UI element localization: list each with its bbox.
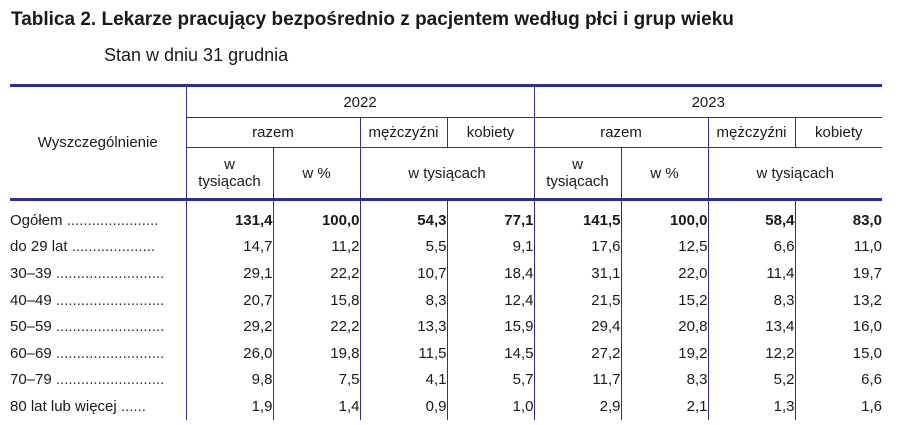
value-cell: 11,2 [273,234,360,261]
value-cell: 8,3 [708,287,795,314]
leader-dots: .................... [71,238,156,256]
row-label-cell [10,340,186,367]
value-cell: 14,7 [186,234,273,261]
table-title: Tablica 2. Lekarze pracujący bezpośrednio z pacjentem według płci i grup wieku [11,9,734,30]
row-label: 30–39 [10,264,52,282]
row-label-cell [10,393,186,420]
w-tys-line2: tysiącach [198,173,261,190]
value-cell: 9,8 [186,367,273,394]
value-cell: 22,2 [273,260,360,287]
value-cell: 8,3 [360,287,447,314]
value-cell: 20,8 [621,313,708,340]
value-cell: 19,2 [621,340,708,367]
value-cell: 11,0 [795,234,882,261]
value-cell: 12,2 [708,340,795,367]
value-cell: 12,5 [621,234,708,261]
row-label: 60–69 [10,344,52,362]
razem-2023-header: razem [534,118,708,148]
value-cell: 15,8 [273,287,360,314]
w-tysiacach-span-2023-header: w tysiącach [708,148,882,200]
value-cell: 2,1 [621,393,708,420]
table-row [10,287,882,314]
leader-dots: .......................... [55,371,165,389]
row-label-cell [10,234,186,261]
row-label-cell [10,367,186,394]
value-cell: 13,4 [708,313,795,340]
value-cell: 54,3 [360,200,447,234]
value-cell: 19,8 [273,340,360,367]
value-cell: 15,9 [447,313,534,340]
value-cell: 19,7 [795,260,882,287]
value-cell: 21,5 [534,287,621,314]
value-cell: 22,0 [621,260,708,287]
mezczyzni-2022-header: mężczyźni [360,118,447,148]
w-tys-line2: tysiącach [546,173,609,190]
table-row [10,234,882,261]
leader-dots: .......................... [55,264,165,282]
value-cell: 13,2 [795,287,882,314]
value-cell: 100,0 [273,200,360,234]
kobiety-2022-header: kobiety [447,118,534,148]
row-label: 80 lat lub więcej [10,397,117,415]
table-row [10,340,882,367]
stub-header: Wyszczególnienie [10,86,186,200]
value-cell: 1,9 [186,393,273,420]
table-row [10,200,882,234]
mezczyzni-2023-header: mężczyźni [708,118,795,148]
row-label: Ogółem [10,211,63,229]
leader-dots: .......................... [55,318,165,336]
table-row [10,313,882,340]
value-cell: 13,3 [360,313,447,340]
w-tysiacach-2023-header [534,148,621,200]
value-cell: 10,7 [360,260,447,287]
row-label-cell [10,287,186,314]
w-proc-2022-header: w % [273,148,360,200]
leader-dots: .......................... [55,344,165,362]
value-cell: 7,5 [273,367,360,394]
value-cell: 22,2 [273,313,360,340]
value-cell: 77,1 [447,200,534,234]
value-cell: 1,6 [795,393,882,420]
value-cell: 11,4 [708,260,795,287]
value-cell: 15,2 [621,287,708,314]
table-row [10,367,882,394]
table-row [10,260,882,287]
table-row [10,393,882,420]
value-cell: 9,1 [447,234,534,261]
value-cell: 18,4 [447,260,534,287]
value-cell: 1,3 [708,393,795,420]
value-cell: 4,1 [360,367,447,394]
razem-2022-header: razem [186,118,360,148]
w-tysiacach-span-2022-header: w tysiącach [360,148,534,200]
value-cell: 1,4 [273,393,360,420]
value-cell: 29,2 [186,313,273,340]
data-table [10,84,882,420]
value-cell: 5,7 [447,367,534,394]
value-cell: 100,0 [621,200,708,234]
value-cell: 83,0 [795,200,882,234]
w-tys-line1: w [572,156,583,173]
leader-dots: .......................... [55,291,165,309]
leader-dots: ...... [120,397,146,415]
value-cell: 14,5 [447,340,534,367]
value-cell: 5,2 [708,367,795,394]
table-body [10,200,882,420]
kobiety-2023-header: kobiety [795,118,882,148]
value-cell: 29,1 [186,260,273,287]
value-cell: 141,5 [534,200,621,234]
row-label-cell [10,200,186,234]
row-label: do 29 lat [10,238,68,256]
row-label: 70–79 [10,371,52,389]
row-label-cell [10,313,186,340]
value-cell: 15,0 [795,340,882,367]
w-proc-2023-header: w % [621,148,708,200]
w-tys-line1: w [224,156,235,173]
table-subtitle: Stan w dniu 31 grudnia [104,45,289,65]
value-cell: 2,9 [534,393,621,420]
value-cell: 27,2 [534,340,621,367]
value-cell: 11,5 [360,340,447,367]
year-2022-header: 2022 [186,86,534,118]
year-2023-header: 2023 [534,86,882,118]
value-cell: 16,0 [795,313,882,340]
row-label-cell [10,260,186,287]
w-tysiacach-2022-header [186,148,273,200]
row-label: 40–49 [10,291,52,309]
value-cell: 26,0 [186,340,273,367]
value-cell: 8,3 [621,367,708,394]
value-cell: 0,9 [360,393,447,420]
value-cell: 58,4 [708,200,795,234]
value-cell: 17,6 [534,234,621,261]
value-cell: 5,5 [360,234,447,261]
value-cell: 6,6 [708,234,795,261]
value-cell: 6,6 [795,367,882,394]
value-cell: 1,0 [447,393,534,420]
value-cell: 29,4 [534,313,621,340]
row-label: 50–59 [10,318,52,336]
value-cell: 131,4 [186,200,273,234]
value-cell: 12,4 [447,287,534,314]
value-cell: 20,7 [186,287,273,314]
leader-dots: ...................... [66,211,159,229]
value-cell: 11,7 [534,367,621,394]
value-cell: 31,1 [534,260,621,287]
